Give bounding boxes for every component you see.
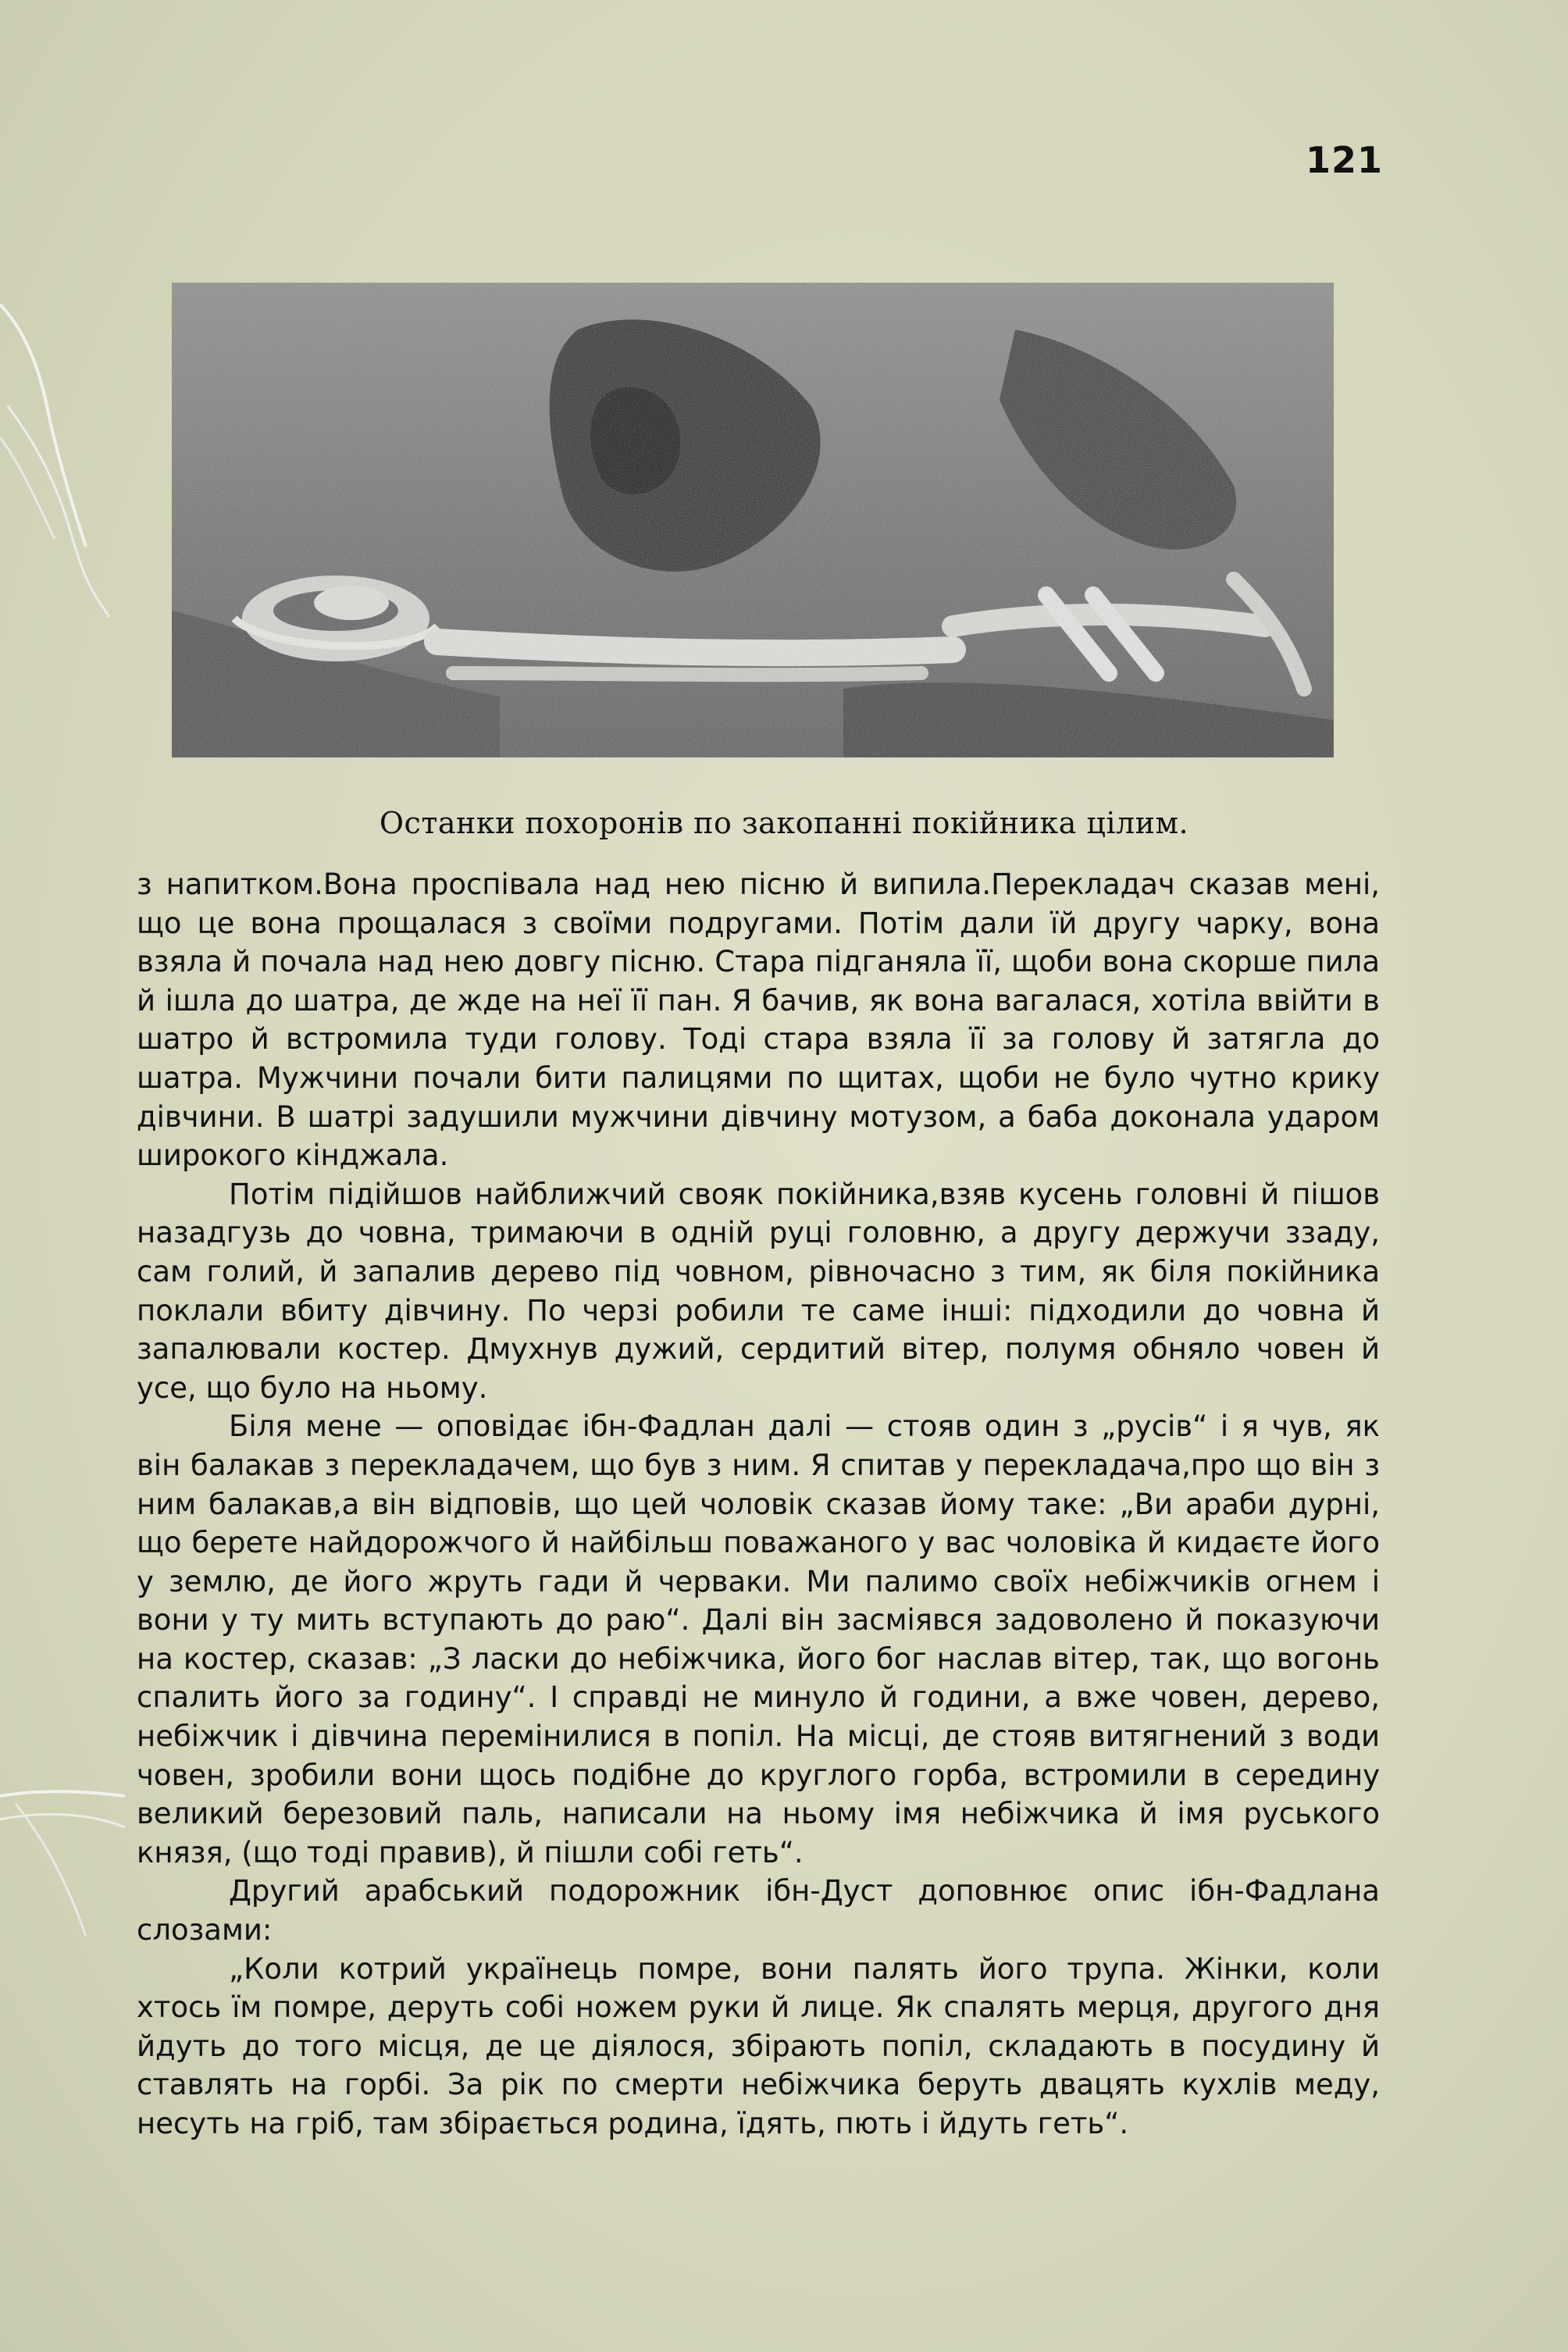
paragraph: з напитком.Вона проспівала над нею пісню й випила.Перекладач сказав мені, що це вона прощалася з своїми подругами. Потім дали їй другу чарку, вона взяла й почала над нею довгу пісню. Стара підганяла її, щоби вона скорше пила й ішла до шатра, де жде на неї її пан. Я бачив, як вона вагалася, хотіла ввійти в шатро й встромила туди голову. Тоді стара взяла її за голову й затягла до шатра. Мужчини почали бити палицями по щитах, щоби не було чутно крику дівчини. В шатрі задушили мужчини дівчину мотузом, а баба доконала ударом широкого кінджала. (137, 868, 1380, 1173)
burial-remains-image (172, 283, 1334, 757)
paragraph: „Коли котрий українець помре, вони палять його трупа. Жінки, коли хтось їм помре, деруть собі ножем руки й лице. Як спалять мерця, другого дня йдуть до того місця, де це діялося, збірають попіл, складають в посудину й ставлять на горбі. За рік по смерти небіжчика беруть двацять кухлів меду, несуть на гріб, там збірається родина, їдять, пють і йдуть геть“. (137, 1951, 1380, 2140)
page-number: 121 (1306, 139, 1384, 181)
archaeological-photo (172, 283, 1334, 757)
figure-caption: Останки похоронів по закопанні покійника цілим. (379, 806, 1189, 840)
paragraph: Другий арабський подорожник ібн-Дуст доповнює опис ібн-Фадлана слозами: (137, 1874, 1380, 1948)
main-text (137, 865, 1380, 2144)
paragraph: Потім підійшов найближчий свояк покійника,взяв кусень головні й пішов назадгузь до човна, тримаючи в одній руці головню, а другу держучи ззаду, сам голий, й запалив дерево під човном, рівночасно з тим, як біля покійника поклали вбиту дівчину. По черзі робили те саме інші: підходили до човна й запалювали костер. Дмухнув дужий, сердитий вітер, полумя обняло човен й усе, що було на ньому. (137, 1177, 1380, 1405)
paragraph: Біля мене — оповідає ібн-Фадлан далі — стояв один з „русів“ і я чув, як він балакав з перекладачем, що був з ним. Я спитав у перекладача,про що він з ним балакав,а він відповів, що цей чоловік сказав йому таке: „Ви араби дурні, що берете найдорожчого й найбільш поважаного у вас чоловіка й кидаєте його у землю, де його жруть гади й черваки. Ми палимо своїх небіжчиків огнем і вони у ту мить вступають до раю“. Далі він засміявся задоволено й показуючи на костер, сказав: „З ласки до небіжчика, його бог наслав вітер, так, що вогонь спалить його за годину“. І справді не минуло й години, а вже човен, дерево, небіжчик і дівчина перемінилися в попіл. На місці, де стояв витягнений з води човен, зробили вони щось подібне до круглого горба, встромили в середину великий березовий паль, написали на ньому імя небіжчика й імя руського князя, (що тоді правив), й пішли собі геть“. (137, 1409, 1380, 1869)
